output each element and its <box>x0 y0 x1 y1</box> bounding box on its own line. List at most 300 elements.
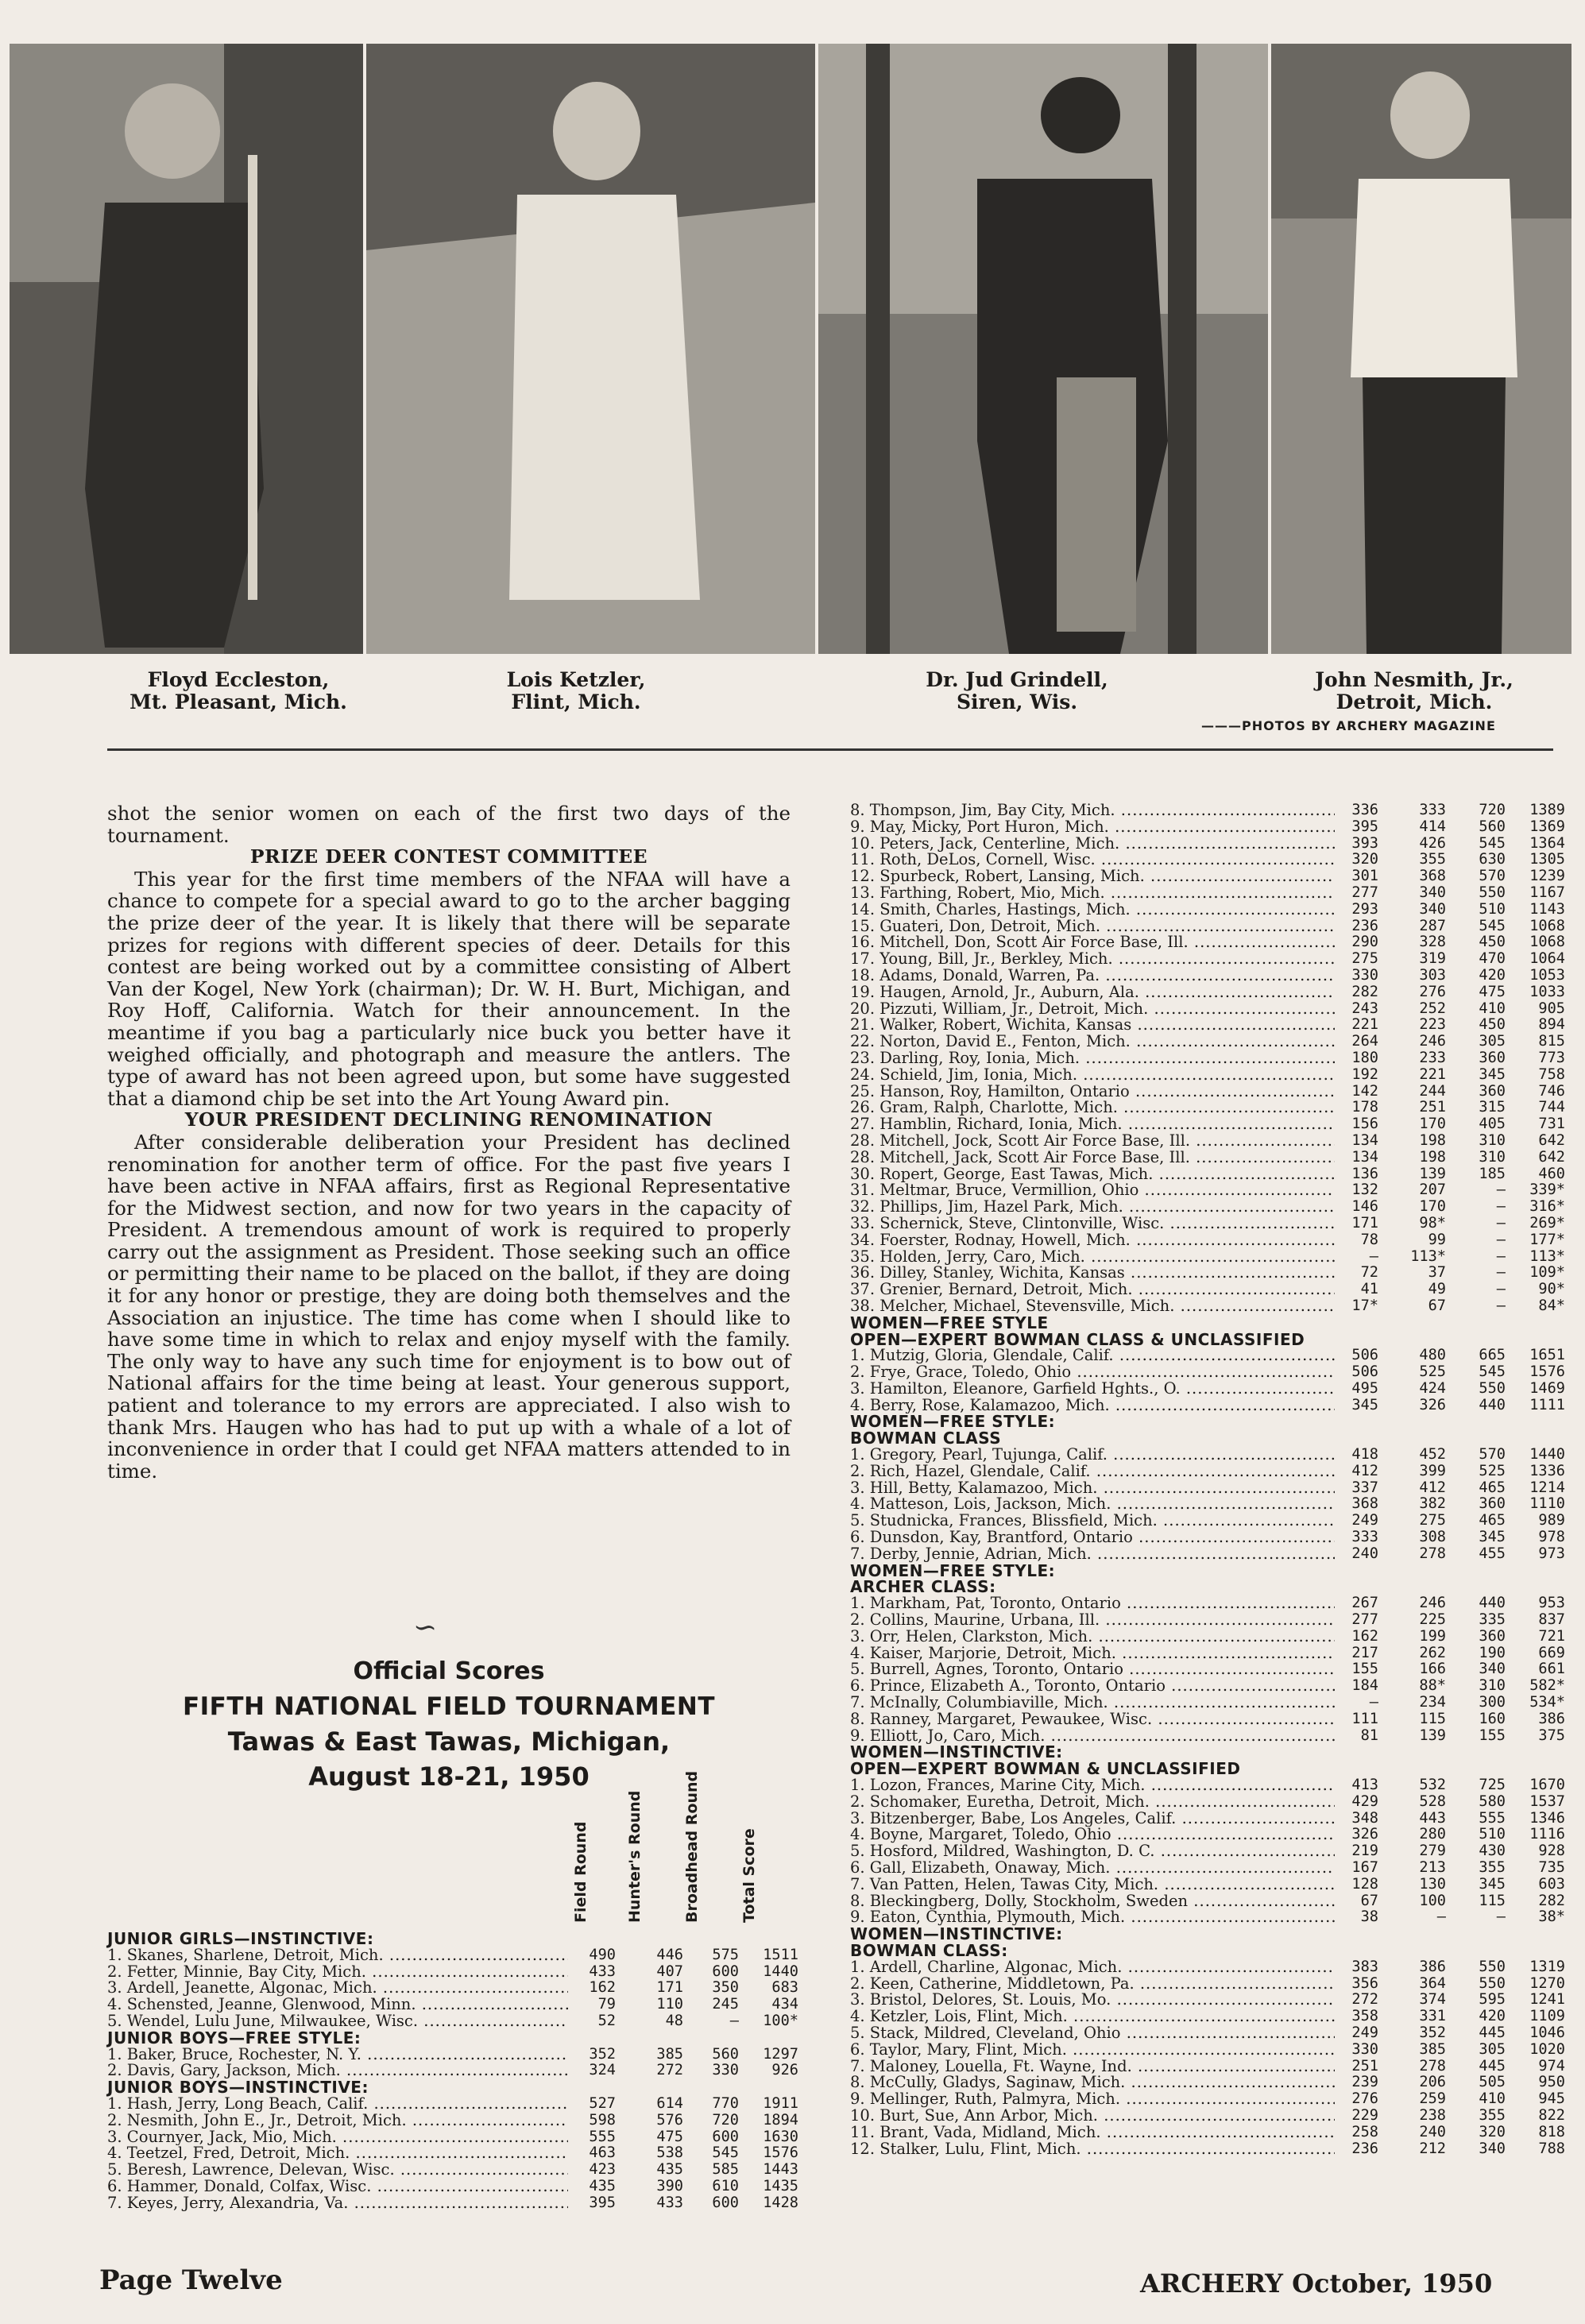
score-value: 155 <box>1479 1727 1506 1744</box>
score-value: 413 <box>1351 1777 1378 1794</box>
score-value: 111 <box>1351 1710 1378 1727</box>
score-value: 545 <box>1479 1363 1506 1381</box>
score-value: 279 <box>1419 1843 1446 1860</box>
score-value: 251 <box>1419 1099 1446 1116</box>
score-value: 528 <box>1419 1792 1446 1810</box>
score-value: 1068 <box>1529 917 1565 934</box>
score-value: 953 <box>1538 1595 1565 1612</box>
score-value: 525 <box>1479 1462 1506 1479</box>
score-value: 206 <box>1419 2074 1446 2091</box>
score-value: 815 <box>1538 1033 1565 1050</box>
score-value: 287 <box>1419 917 1446 934</box>
archer-name: 9. Mellinger, Ruth, Palmyra, Mich. ..... <box>850 2091 1335 2108</box>
score-value: 545 <box>712 2144 739 2162</box>
score-value: 130 <box>1419 1875 1446 1893</box>
score-value: 358 <box>1351 2008 1378 2025</box>
archer-name: 2. Collins, Maurine, Urbana, Ill. ..... <box>850 1612 1335 1629</box>
score-value: — <box>1436 1908 1446 1926</box>
archer-name: 2. Rich, Hazel, Glendale, Calif. ..... <box>850 1464 1335 1480</box>
score-category-heading: WOMEN—FREE STYLE: <box>850 1412 1056 1432</box>
score-value: 356 <box>1351 1974 1378 1992</box>
score-value: 316* <box>1529 1198 1565 1216</box>
score-value: 395 <box>589 2194 616 2211</box>
score-value: 1116 <box>1529 1826 1565 1843</box>
score-value: 443 <box>1419 1809 1446 1827</box>
score-value: 355 <box>1479 1859 1506 1876</box>
score-value: 440 <box>1479 1396 1506 1413</box>
score-row <box>850 966 1565 984</box>
score-value: 1537 <box>1529 1792 1565 1810</box>
score-value: 37 <box>1428 1264 1446 1282</box>
score-row <box>850 1347 1565 1365</box>
score-value: 190 <box>1479 1644 1506 1661</box>
score-value: 470 <box>1479 950 1506 968</box>
score-value: 132 <box>1351 1181 1378 1199</box>
archer-name: 2. Keen, Catherine, Middletown, Pa. ..... <box>850 1976 1335 1993</box>
score-value: 115 <box>1419 1710 1446 1727</box>
score-value: 435 <box>589 2177 616 2194</box>
caption-place: Siren, Wis. <box>956 690 1078 713</box>
archer-name: 19. Haugen, Arnold, Jr., Auburn, Ala. ..... <box>850 984 1335 1001</box>
score-value: 405 <box>1479 1116 1506 1133</box>
photo-credit-text: PHOTOS BY ARCHERY MAGAZINE <box>1242 718 1496 733</box>
score-value: 246 <box>1419 1595 1446 1612</box>
score-value: 1020 <box>1529 2040 1565 2058</box>
score-value: 100* <box>763 2012 798 2029</box>
article-paragraph: shot the senior women on each of the first two days of the tournament. <box>107 802 791 847</box>
ornament-icon: ∽ <box>413 1611 438 1644</box>
archer-name: 20. Pizzuti, William, Jr., Detroit, Mich. ..... <box>850 1001 1335 1018</box>
score-value: 212 <box>1419 2140 1446 2157</box>
archer-name: 30. Ropert, George, East Tawas, Mich. ..... <box>850 1166 1335 1183</box>
score-value: 1443 <box>763 2161 798 2179</box>
score-value: 418 <box>1351 1446 1378 1464</box>
archer-name: 25. Hanson, Roy, Hamilton, Ontario ..... <box>850 1084 1335 1100</box>
score-row <box>850 851 1565 869</box>
score-value: 100 <box>1419 1892 1446 1909</box>
score-value: 259 <box>1419 2090 1446 2108</box>
score-value: 746 <box>1538 1082 1565 1100</box>
score-value: 113* <box>1410 1247 1446 1265</box>
score-value: 1270 <box>1529 1974 1565 1992</box>
score-table-right <box>850 802 1565 2158</box>
score-value: 328 <box>1419 934 1446 951</box>
score-value: 272 <box>656 2062 683 2079</box>
archer-name: 5. Hosford, Mildred, Washington, D. C. ..... <box>850 1843 1335 1860</box>
archer-name: 1. Mutzig, Gloria, Glendale, Calif. ..... <box>850 1348 1335 1364</box>
archer-name: 5. Wendel, Lulu June, Milwaukee, Wisc. ..... <box>107 2013 568 2030</box>
score-value: 1670 <box>1529 1777 1565 1794</box>
score-row <box>850 1049 1565 1067</box>
caption-1 <box>111 669 365 713</box>
score-value: 721 <box>1538 1627 1565 1645</box>
score-value: 350 <box>712 1979 739 1997</box>
score-value: 171 <box>1351 1214 1378 1232</box>
score-value: 506 <box>1351 1347 1378 1364</box>
score-row <box>850 1165 1565 1183</box>
score-column-headers <box>572 1770 802 1923</box>
score-value: 412 <box>1419 1479 1446 1496</box>
score-row <box>850 1495 1565 1514</box>
score-value: 156 <box>1351 1116 1378 1133</box>
score-value: 221 <box>1351 1016 1378 1034</box>
photo-john-nesmith <box>1271 44 1571 654</box>
score-value: 600 <box>712 2194 739 2211</box>
score-row <box>107 2145 806 2162</box>
score-value: 570 <box>1479 1446 1506 1464</box>
score-row <box>107 2179 806 2195</box>
score-row <box>850 1792 1565 1811</box>
archer-name: 2. Fetter, Minnie, Bay City, Mich. ..... <box>107 1964 568 1981</box>
score-value: 88* <box>1419 1677 1446 1695</box>
archer-name: 13. Farthing, Robert, Mio, Mich. ..... <box>850 885 1335 902</box>
score-row <box>850 1958 1565 1976</box>
archer-name: 12. Stalker, Lulu, Flint, Mich. ..... <box>850 2141 1335 2158</box>
score-category-heading: JUNIOR GIRLS—INSTINCTIVE: <box>107 1929 374 1948</box>
score-value: 320 <box>1351 851 1378 868</box>
column-header: Field Round <box>572 1821 590 1923</box>
archer-name: 9. May, Micky, Port Huron, Mich. ..... <box>850 819 1335 836</box>
score-row <box>107 1997 806 2013</box>
archer-name: 37. Grenier, Bernard, Detroit, Mich. ..... <box>850 1282 1335 1298</box>
archer-name: 24. Schield, Jim, Ionia, Mich. ..... <box>850 1067 1335 1084</box>
score-row <box>850 950 1565 968</box>
score-row <box>850 1875 1565 1893</box>
article-heading: PRIZE DEER CONTEST COMMITTEE <box>249 845 648 868</box>
score-row <box>850 1033 1565 1050</box>
score-value: 382 <box>1419 1495 1446 1513</box>
score-value: 555 <box>1479 1809 1506 1827</box>
score-value: 162 <box>1351 1627 1378 1645</box>
caption-name: John Nesmith, Jr., <box>1315 668 1513 691</box>
score-value: 600 <box>712 2128 739 2145</box>
score-row <box>850 1131 1565 1150</box>
score-value: 1336 <box>1529 1462 1565 1479</box>
score-value: 435 <box>656 2161 683 2179</box>
archer-name: 17. Young, Bill, Jr., Berkley, Mich. ..... <box>850 951 1335 968</box>
score-value: 433 <box>656 2194 683 2211</box>
score-value: 595 <box>1479 1991 1506 2009</box>
score-category-heading: WOMEN—FREE STYLE: <box>850 1560 1056 1580</box>
score-value: 315 <box>1479 1099 1506 1116</box>
score-value: 198 <box>1419 1131 1446 1149</box>
archer-name: 38. Melcher, Michael, Stevensville, Mich. ..... <box>850 1298 1335 1315</box>
score-row <box>850 1595 1565 1613</box>
score-value: 275 <box>1419 1512 1446 1529</box>
score-value: 989 <box>1538 1512 1565 1529</box>
score-value: 282 <box>1538 1892 1565 1909</box>
score-value: 160 <box>1479 1710 1506 1727</box>
score-value: 303 <box>1419 966 1446 984</box>
score-value: 560 <box>1479 818 1506 835</box>
archer-name: 14. Smith, Charles, Hastings, Mich. ..... <box>850 902 1335 918</box>
score-value: 720 <box>712 2111 739 2129</box>
score-value: — <box>1496 1198 1506 1216</box>
score-row <box>850 1512 1565 1530</box>
archer-name: 6. Gall, Elizabeth, Onaway, Mich. ..... <box>850 1860 1335 1877</box>
score-value: 1297 <box>763 2045 798 2063</box>
score-value: 258 <box>1351 2123 1378 2140</box>
score-value: 642 <box>1538 1131 1565 1149</box>
score-value: 38 <box>1360 1908 1378 1926</box>
photo-strip <box>10 44 1575 654</box>
score-row <box>850 1247 1565 1266</box>
archer-name: 1. Ardell, Charline, Algonac, Mich. ..... <box>850 1959 1335 1976</box>
archer-name: 6. Taylor, Mary, Flint, Mich. ..... <box>850 2042 1335 2059</box>
archer-name: 1. Hash, Jerry, Long Beach, Calif. ..... <box>107 2096 568 2113</box>
archer-name: 7. Maloney, Louella, Ft. Wayne, Ind. ..... <box>850 2059 1335 2075</box>
score-value: 233 <box>1419 1049 1446 1066</box>
score-value: 277 <box>1351 1611 1378 1629</box>
score-value: 310 <box>1479 1677 1506 1695</box>
score-row <box>850 1181 1565 1200</box>
score-value: 978 <box>1538 1529 1565 1546</box>
score-value: 1651 <box>1529 1347 1565 1364</box>
score-value: 395 <box>1351 818 1378 835</box>
score-value: 79 <box>597 1996 616 2013</box>
score-row <box>850 1644 1565 1662</box>
score-value: 894 <box>1538 1016 1565 1034</box>
score-value: 758 <box>1538 1065 1565 1083</box>
score-value: 585 <box>712 2161 739 2179</box>
score-value: 324 <box>589 2062 616 2079</box>
score-value: 364 <box>1419 1974 1446 1992</box>
score-table-left <box>107 1931 806 2212</box>
score-value: 72 <box>1360 1264 1378 1282</box>
score-value: 1064 <box>1529 950 1565 968</box>
score-category-heading: WOMEN—INSTINCTIVE: <box>850 1742 1063 1762</box>
score-value: 582* <box>1529 1677 1565 1695</box>
score-value: 974 <box>1538 2057 1565 2075</box>
score-value: 352 <box>589 2045 616 2063</box>
score-value: 480 <box>1419 1347 1446 1364</box>
score-value: 134 <box>1351 1148 1378 1166</box>
archer-name: 5. Studnicka, Frances, Blissfield, Mich. ..... <box>850 1513 1335 1529</box>
score-value: 580 <box>1479 1792 1506 1810</box>
photo-lois-ketzler <box>366 44 815 654</box>
score-value: 199 <box>1419 1627 1446 1645</box>
score-value: 1053 <box>1529 966 1565 984</box>
score-row <box>850 1065 1565 1084</box>
score-row <box>850 900 1565 918</box>
score-value: 424 <box>1419 1379 1446 1397</box>
archer-name: 36. Dilley, Stanley, Wichita, Kansas ..... <box>850 1265 1335 1282</box>
score-value: 383 <box>1351 1958 1378 1975</box>
score-row <box>850 1809 1565 1827</box>
score-value: 1111 <box>1529 1396 1565 1413</box>
score-value: 610 <box>712 2177 739 2194</box>
score-value: 240 <box>1351 1545 1378 1562</box>
article-paragraph: After considerable deliberation your President has declined renomination for another term of office. For the past five years I have been active in NFAA affairs, first as Regional Representative for the Midwest section, and now for two years in the capacity of President. A tremendous amount of work is required to properly carry out the assignment as President. Those seeking such an office or permitting their name to be placed on the ballot, if they are doing it for any honor or prestige, they are doing both themselves and the Association an injustice. The time has come when I should like to have some time in which to relax and enjoy myself with the family. The only way to have any such time for enjoyment is to bow out of National affairs for the time being at least. Your generous support, patient and tolerance to my errors are appreciated. I also wish to thank Mrs. Haugen who has had to put up with a whale of a lot of inconvenience in order that I could get NFAA matters attended to in time. <box>107 1130 791 1483</box>
score-value: 276 <box>1419 983 1446 1000</box>
article-paragraph: This year for the first time members of the NFAA will have a chance to compete for a special award to go to the archer bagging the prize deer of the year. It is likely that there will be separate prizes for regions with different species of deer. Details for this contest are being worked out by a committee consisting of Albert Van der Kogel, New York (chairman); Dr. W. H. Burt, Michigan, and Roy Hoff, California. Watch for their announcement. In the meantime if you bag a particularly nice buck you better have it weighed officially, and photograph and measure the antlers. The type of award has not been agreed upon, but some have suggested that a diamond chip be set into the Art Young Award pin. <box>107 867 791 1110</box>
score-value: 368 <box>1351 1495 1378 1513</box>
score-row <box>107 1947 806 1964</box>
score-value: 1389 <box>1529 802 1565 818</box>
archer-name: 7. Keyes, Jerry, Alexandria, Va. ..... <box>107 2195 568 2212</box>
score-row <box>850 934 1565 952</box>
photo-credit: ———PHOTOS BY ARCHERY MAGAZINE <box>1201 718 1496 733</box>
score-value: 330 <box>712 2062 739 2079</box>
score-value: 744 <box>1538 1099 1565 1116</box>
score-value: 720 <box>1479 802 1506 818</box>
score-category-heading: OPEN—EXPERT BOWMAN CLASS & UNCLASSIFIED <box>850 1329 1305 1349</box>
score-value: 333 <box>1351 1529 1378 1546</box>
score-value: 788 <box>1538 2140 1565 2157</box>
score-value: 310 <box>1479 1148 1506 1166</box>
score-value: 1143 <box>1529 900 1565 918</box>
score-value: 576 <box>656 2111 683 2129</box>
score-row <box>850 1974 1565 1993</box>
score-value: 538 <box>656 2144 683 2162</box>
score-value: 276 <box>1351 2090 1378 2108</box>
score-value: 185 <box>1479 1165 1506 1182</box>
score-row <box>850 1991 1565 2009</box>
score-value: 446 <box>656 1946 683 1963</box>
score-value: 555 <box>589 2128 616 2145</box>
score-value: 305 <box>1479 1033 1506 1050</box>
column-header: Broadhead Round <box>683 1770 701 1923</box>
caption-name: Dr. Jud Grindell, <box>926 668 1108 691</box>
score-value: 320 <box>1479 2123 1506 2140</box>
score-value: 113* <box>1529 1247 1565 1265</box>
archer-name: 9. Elliott, Jo, Caro, Mich. ..... <box>850 1728 1335 1745</box>
score-value: 822 <box>1538 2106 1565 2124</box>
archer-name: 10. Burt, Sue, Ann Arbor, Mich. ..... <box>850 2108 1335 2125</box>
score-value: 217 <box>1351 1644 1378 1661</box>
score-value: 1440 <box>763 1962 798 1980</box>
score-value: 326 <box>1351 1826 1378 1843</box>
score-value: 410 <box>1479 1000 1506 1017</box>
score-value: 48 <box>665 2012 683 2029</box>
score-value: 1364 <box>1529 834 1565 852</box>
score-value: 278 <box>1419 2057 1446 2075</box>
score-value: 236 <box>1351 2140 1378 2157</box>
score-value: 301 <box>1351 868 1378 885</box>
score-value: 251 <box>1351 2057 1378 2075</box>
score-value: 109* <box>1529 1264 1565 1282</box>
score-value: 665 <box>1479 1347 1506 1364</box>
score-value: 67 <box>1360 1892 1378 1909</box>
score-row <box>850 1677 1565 1696</box>
score-value: 600 <box>712 1962 739 1980</box>
score-value: 1346 <box>1529 1809 1565 1827</box>
caption-3 <box>882 669 1152 713</box>
archer-name: 7. Derby, Jennie, Adrian, Mich. ..... <box>850 1546 1335 1563</box>
score-value: 84* <box>1538 1297 1565 1314</box>
score-value: 178 <box>1351 1099 1378 1116</box>
score-value: 167 <box>1351 1859 1378 1876</box>
score-value: 134 <box>1351 1131 1378 1149</box>
archer-name: 3. Cournyer, Jack, Mio, Mich. ..... <box>107 2129 568 2146</box>
score-value: 355 <box>1479 2106 1506 2124</box>
score-row <box>850 1281 1565 1298</box>
score-value: — <box>1496 1247 1506 1265</box>
score-value: 385 <box>1419 2040 1446 2058</box>
archer-name: 6. Hammer, Donald, Colfax, Wisc. ..... <box>107 2179 568 2195</box>
score-value: 550 <box>1479 1974 1506 1992</box>
score-value: 550 <box>1479 1958 1506 1975</box>
score-row <box>850 1859 1565 1877</box>
score-value: 262 <box>1419 1644 1446 1661</box>
caption-place: Mt. Pleasant, Mich. <box>130 690 347 713</box>
score-value: 345 <box>1479 1065 1506 1083</box>
score-row <box>850 884 1565 902</box>
archer-name: 2. Davis, Gary, Jackson, Mich. ..... <box>107 2063 568 2079</box>
score-value: 238 <box>1419 2106 1446 2124</box>
score-value: 333 <box>1419 802 1446 818</box>
archer-name: 11. Roth, DeLos, Cornell, Wisc. ..... <box>850 852 1335 868</box>
score-row <box>850 802 1565 819</box>
score-value: 1033 <box>1529 983 1565 1000</box>
score-value: 335 <box>1479 1611 1506 1629</box>
score-value: 725 <box>1479 1777 1506 1794</box>
archer-name: 12. Spurbeck, Robert, Lansing, Mich. ..... <box>850 868 1335 885</box>
archer-name: 6. Dunsdon, Kay, Brantford, Ontario ..... <box>850 1529 1335 1546</box>
score-value: 278 <box>1419 1545 1446 1562</box>
score-value: 229 <box>1351 2106 1378 2124</box>
score-value: 1239 <box>1529 868 1565 885</box>
score-value: — <box>729 2012 739 2029</box>
archer-name: 2. Nesmith, John E., Jr., Detroit, Mich. ..... <box>107 2113 568 2129</box>
score-value: 293 <box>1351 900 1378 918</box>
score-row <box>107 2047 806 2063</box>
score-value: 603 <box>1538 1875 1565 1893</box>
score-value: 269* <box>1529 1214 1565 1232</box>
score-row <box>850 1694 1565 1711</box>
score-value: 282 <box>1351 983 1378 1000</box>
score-value: 340 <box>1419 900 1446 918</box>
photo-jud-grindell <box>818 44 1268 654</box>
score-value: 223 <box>1419 1016 1446 1034</box>
score-row <box>850 1231 1565 1249</box>
score-value: 49 <box>1428 1281 1446 1298</box>
score-value: 465 <box>1479 1479 1506 1496</box>
score-value: 239 <box>1351 2074 1378 2091</box>
caption-name: Floyd Eccleston, <box>147 668 330 691</box>
archer-name: 22. Norton, David E., Fenton, Mich. ..... <box>850 1034 1335 1050</box>
score-category-heading: OPEN—EXPERT BOWMAN & UNCLASSIFIED <box>850 1759 1241 1779</box>
score-row <box>850 834 1565 853</box>
score-row <box>107 2129 806 2146</box>
score-value: 136 <box>1351 1165 1378 1182</box>
score-value: 319 <box>1419 950 1446 968</box>
score-row <box>850 2106 1565 2125</box>
score-row <box>850 1082 1565 1100</box>
score-value: 429 <box>1351 1792 1378 1810</box>
archer-name: 1. Gregory, Pearl, Tujunga, Calif. ..... <box>850 1447 1335 1464</box>
score-value: 177* <box>1529 1231 1565 1248</box>
score-row <box>850 1479 1565 1497</box>
score-row <box>850 2008 1565 2025</box>
archer-name: 7. McInally, Columbiaville, Mich. ..... <box>850 1695 1335 1711</box>
score-value: 506 <box>1351 1363 1378 1381</box>
archer-name: 1. Markham, Pat, Toronto, Ontario ..... <box>850 1595 1335 1612</box>
score-value: 290 <box>1351 934 1378 951</box>
score-value: 905 <box>1538 1000 1565 1017</box>
score-value: — <box>1496 1231 1506 1248</box>
score-value: 475 <box>656 2128 683 2145</box>
score-value: 98* <box>1419 1214 1446 1232</box>
archer-name: 4. Teetzel, Fred, Detroit, Mich. ..... <box>107 2145 568 2162</box>
score-value: 1046 <box>1529 2024 1565 2041</box>
score-value: 950 <box>1538 2074 1565 2091</box>
score-value: 661 <box>1538 1661 1565 1678</box>
score-value: 450 <box>1479 1016 1506 1034</box>
score-category-heading: BOWMAN CLASS <box>850 1429 1002 1448</box>
score-value: 1068 <box>1529 934 1565 951</box>
score-value: 240 <box>1419 2123 1446 2140</box>
